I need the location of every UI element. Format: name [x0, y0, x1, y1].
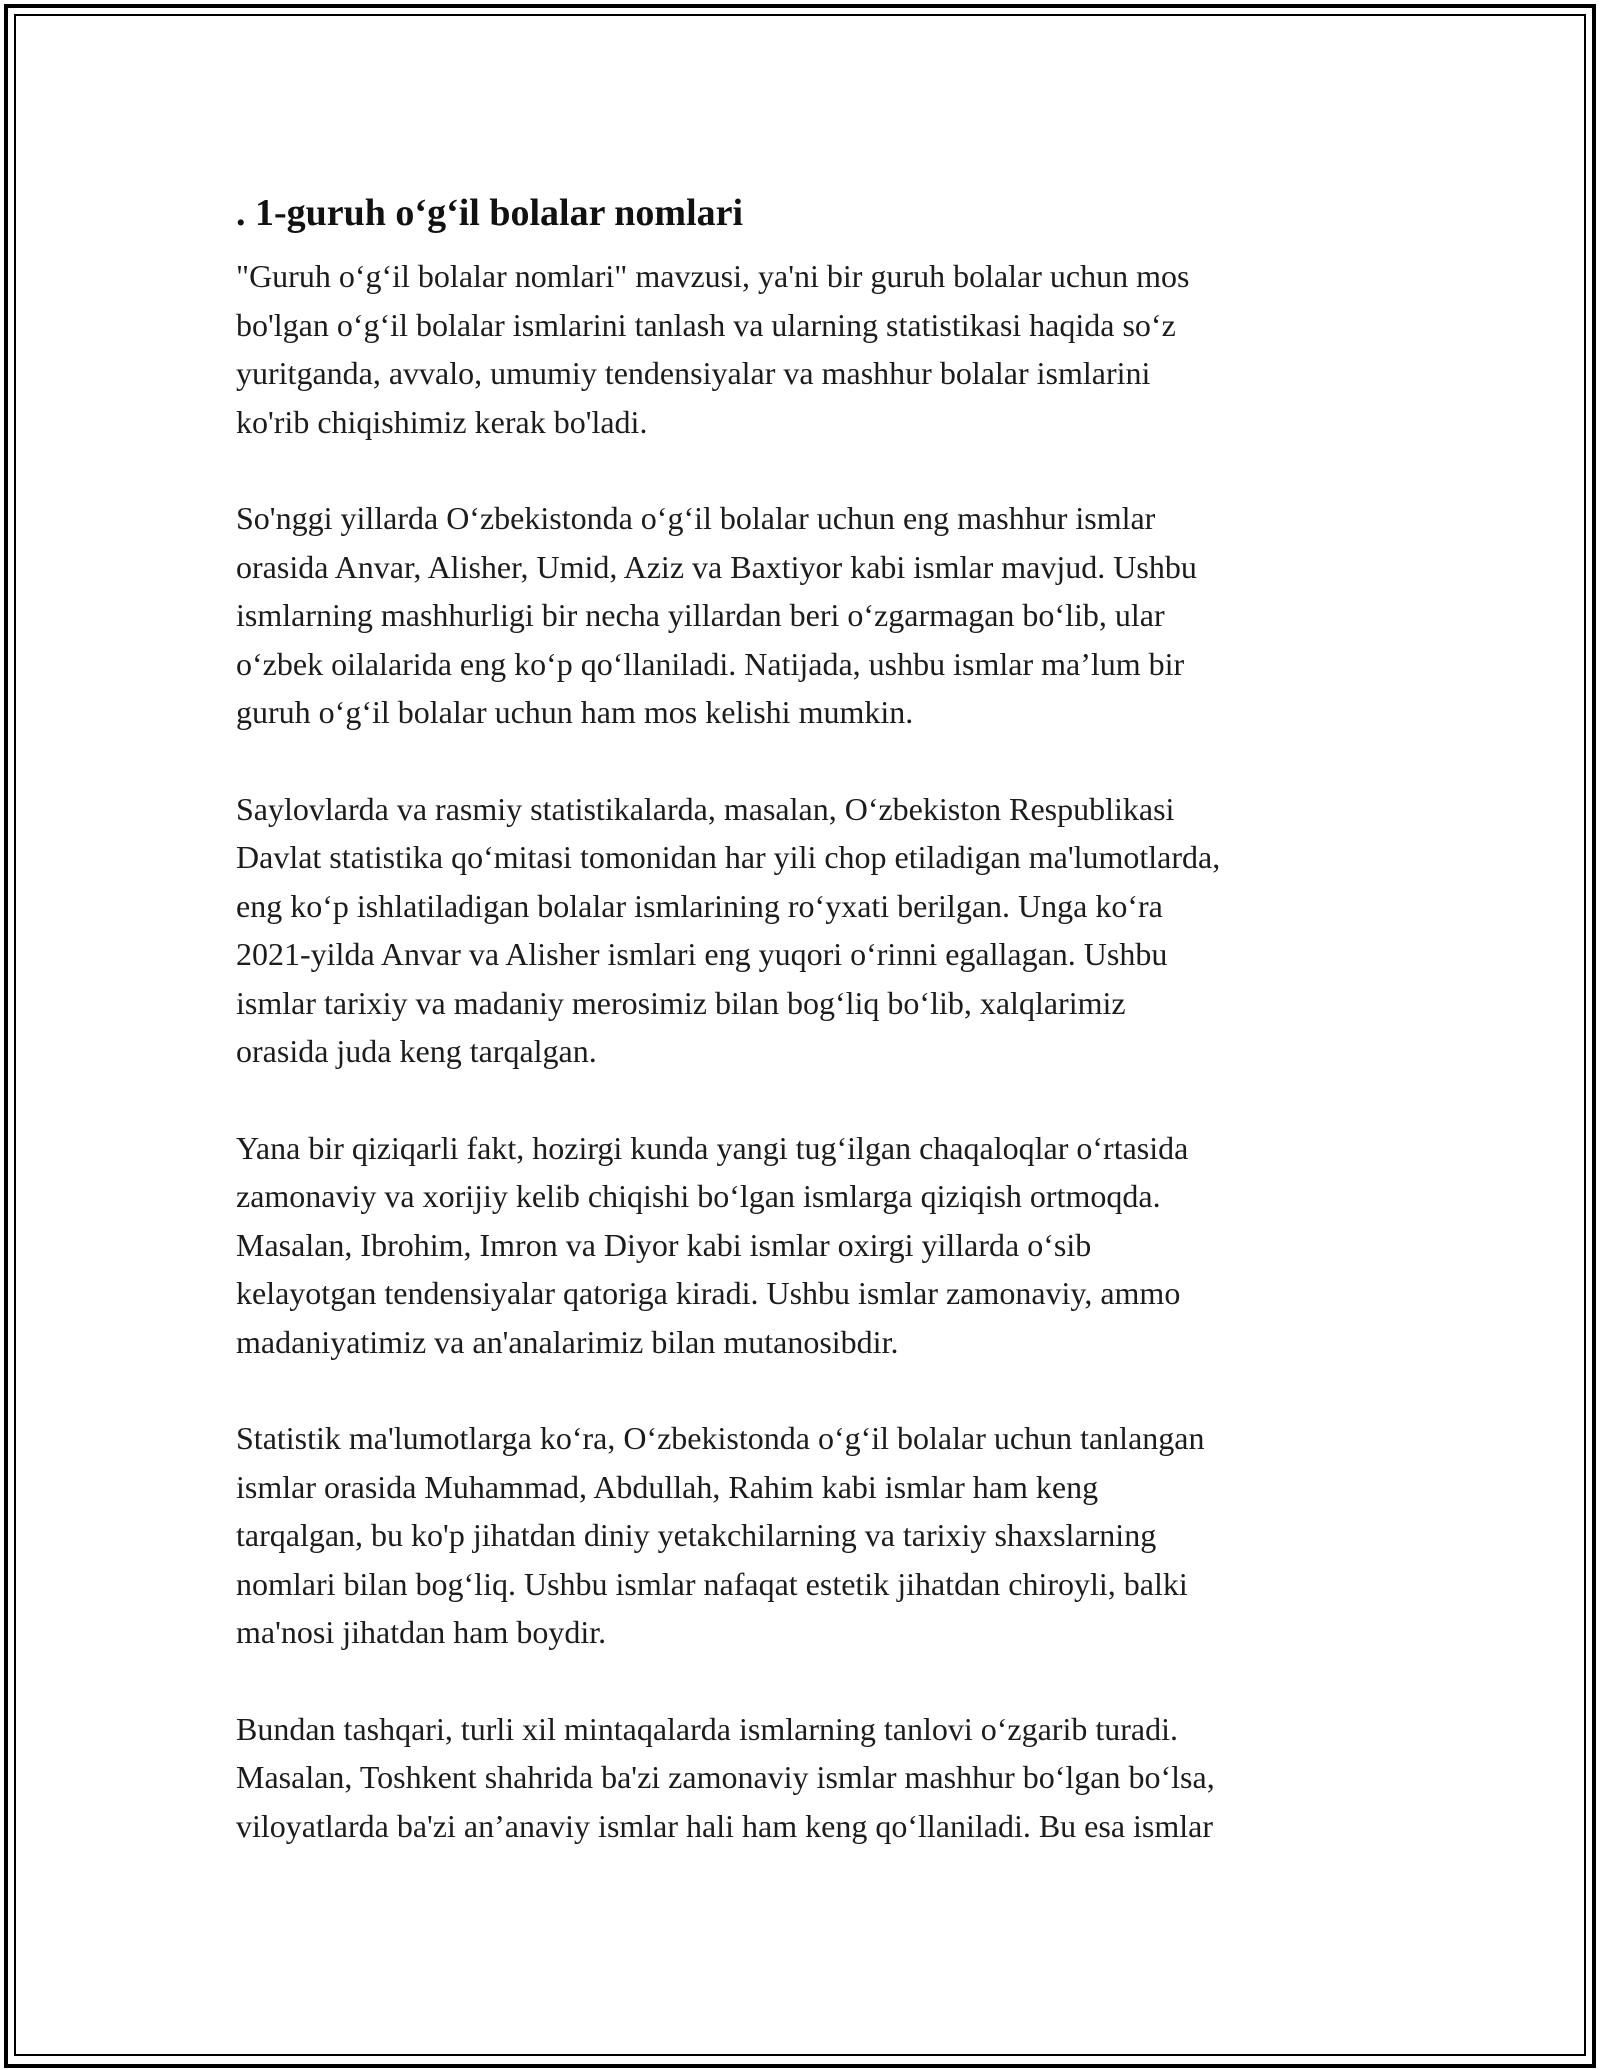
paragraph-2: So'nggi yillarda O‘zbekistonda o‘g‘il bolalar uchun eng mashhur ismlar orasida Anvar, Alisher, Umid, Aziz va Baxtiyor kabi ismlar mavjud. Ushbu ismlarning mashhurligi bir necha yillardan beri o‘zgarmagan bo‘lib, ular o‘zbek oilalarida eng ko‘p qo‘llaniladi. Natijada, ushbu ismlar ma’lum bir guruh o‘g‘il bolalar uchun ham mos kelishi mumkin.	[236, 500, 1197, 730]
document-heading: . 1-guruh o‘g‘il bolalar nomlari	[236, 192, 744, 234]
paragraph-3: Saylovlarda va rasmiy statistikalarda, masalan, O‘zbekiston Respublikasi Davlat statistika qo‘mitasi tomonidan har yili chop etiladigan ma'lumotlarda, eng ko‘p ishlatiladigan bolalar ismlarining ro‘yxati berilgan. Unga ko‘ra 2021-yilda Anvar va Alisher ismlari eng yuqori o‘rinni egallagan. Ushbu ismlar tarixiy va madaniy merosimiz bilan bog‘liq bo‘lib, xalqlarimiz orasida juda keng tarqalgan.	[236, 790, 1221, 1069]
paragraph-6: Bundan tashqari, turli xil mintaqalarda ismlarning tanlovi o‘zgarib turadi. Masalan, Toshkent shahrida ba'zi zamonaviy ismlar mashhur bo‘lgan bo‘lsa, viloyatlarda ba'zi an’anaviy ismlar hali ham keng qo‘llaniladi. Bu esa ismlar	[236, 1710, 1215, 1844]
paragraph-5: Statistik ma'lumotlarga ko‘ra, O‘zbekistonda o‘g‘il bolalar uchun tanlangan ismlar orasida Muhammad, Abdullah, Rahim kabi ismlar ham keng tarqalgan, bu ko'p jihatdan diniy yetakchilarning va tarixiy shaxslarning nomlari bilan bog‘liq. Ushbu ismlar nafaqat estetik jihatdan chiroyli, balki ma'nosi jihatdan ham boydir.	[236, 1420, 1205, 1650]
paragraph-1: "Guruh o‘g‘il bolalar nomlari" mavzusi, ya'ni bir guruh bolalar uchun mos bo'lgan o‘g‘il bolalar ismlarini tanlash va ularning statistikasi haqida so‘z yuritganda, avvalo, umumiy tendensiyalar va mashhur bolalar ismlarini ko'rib chiqishimiz kerak bo'ladi.	[236, 258, 1190, 440]
paragraph-4: Yana bir qiziqarli fakt, hozirgi kunda yangi tug‘ilgan chaqaloqlar o‘rtasida zamonaviy va xorijiy kelib chiqishi bo‘lgan ismlarga qiziqish ortmoqda. Masalan, Ibrohim, Imron va Diyor kabi ismlar oxirgi yillarda o‘sib kelayotgan tendensiyalar qatoriga kiradi. Ushbu ismlar zamonaviy, ammo madaniyatimiz va an'analarimiz bilan mutanosibdir.	[236, 1129, 1189, 1360]
document-body	[236, 186, 1386, 1898]
